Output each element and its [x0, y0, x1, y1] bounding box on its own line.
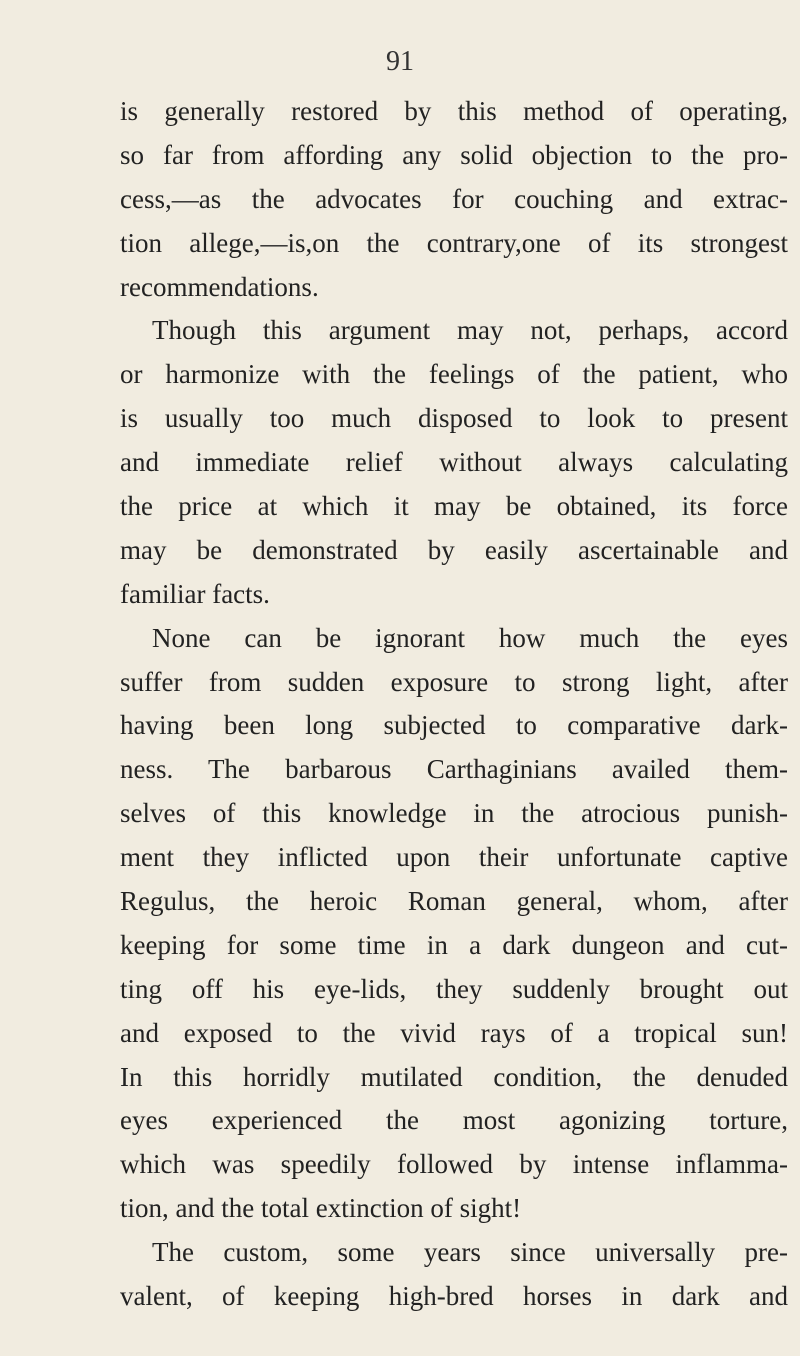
- text-line: valent, of keeping high-bred horses in dark and: [120, 1281, 788, 1312]
- text-line: familiar facts.: [120, 578, 270, 609]
- text-line: which was speedily followed by intense inflamma-: [120, 1149, 788, 1180]
- text-line: recommendations.: [120, 271, 319, 302]
- text-line: The custom, some years since universally pre-: [152, 1237, 788, 1268]
- text-line: and immediate relief without always calculating: [120, 447, 788, 478]
- text-line: tion allege,—is,on the contrary,one of its strongest: [120, 227, 788, 258]
- text-line: In this horridly mutilated condition, the denuded: [120, 1061, 788, 1092]
- text-line: keeping for some time in a dark dungeon and cut-: [120, 929, 788, 960]
- text-line: eyes experienced the most agonizing torture,: [120, 1105, 788, 1136]
- text-line: is usually too much disposed to look to present: [120, 403, 788, 434]
- text-line: Though this argument may not, perhaps, accord: [152, 315, 788, 346]
- text-line: and exposed to the vivid rays of a tropical sun!: [120, 1017, 788, 1048]
- text-line: Regulus, the heroic Roman general, whom, after: [120, 886, 788, 917]
- body-text: [120, 90, 788, 1319]
- text-line: selves of this knowledge in the atrocious punish-: [120, 798, 788, 829]
- text-line: so far from affording any solid objection to the pro-: [120, 139, 788, 170]
- text-line: suffer from sudden exposure to strong light, after: [120, 666, 788, 697]
- text-line: may be demonstrated by easily ascertainable and: [120, 534, 788, 565]
- text-line: ting off his eye-lids, they suddenly brought out: [120, 973, 788, 1004]
- text-line: the price at which it may be obtained, its force: [120, 491, 788, 522]
- page-number: 91: [386, 46, 414, 77]
- text-line: having been long subjected to comparative dark-: [120, 710, 788, 741]
- text-line: or harmonize with the feelings of the patient, who: [120, 359, 788, 390]
- text-line: ment they inflicted upon their unfortunate captive: [120, 842, 788, 873]
- text-line: tion, and the total extinction of sight!: [120, 1193, 522, 1224]
- text-line: cess,—as the advocates for couching and extrac-: [120, 183, 788, 214]
- text-line: is generally restored by this method of operating,: [120, 96, 788, 126]
- text-line: ness. The barbarous Carthaginians availed them-: [120, 754, 788, 785]
- text-line: None can be ignorant how much the eyes: [152, 622, 788, 653]
